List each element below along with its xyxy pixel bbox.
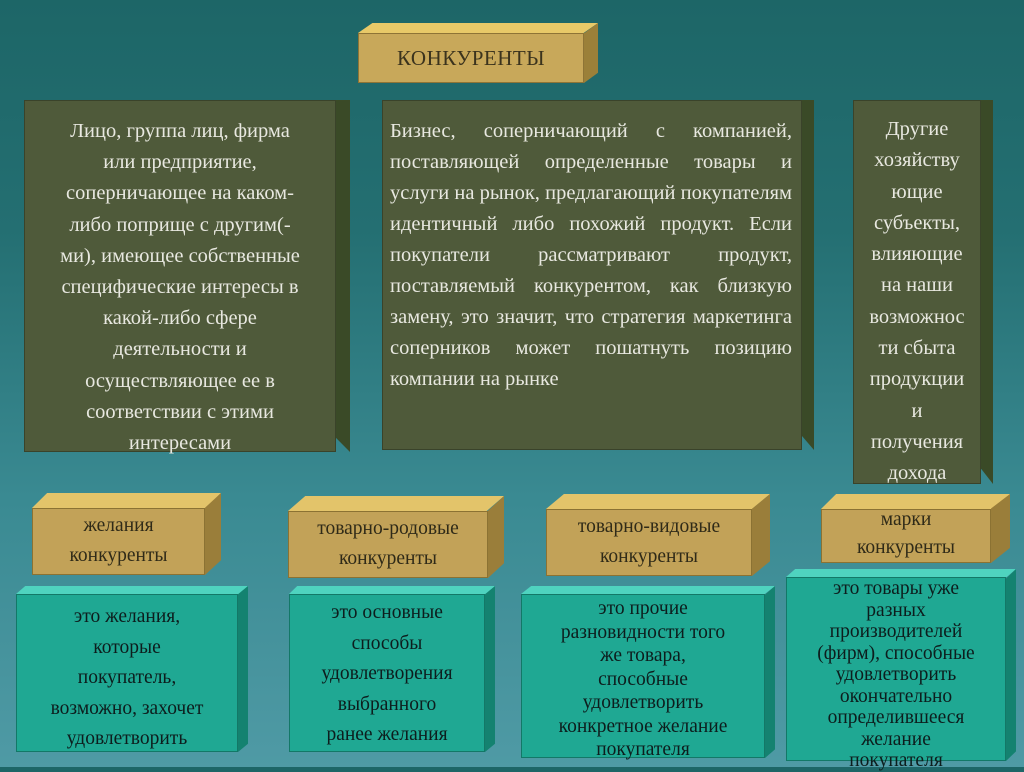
text-line: которые xyxy=(93,636,161,658)
text-line: возможно, захочет xyxy=(50,697,204,719)
description-box-top xyxy=(289,586,495,594)
diagram-title: КОНКУРЕНТЫ xyxy=(396,45,546,70)
text-line: соперничающее на каком- xyxy=(66,182,294,205)
text-line: выбранного xyxy=(337,693,437,715)
text-line: покупателя xyxy=(596,739,690,760)
definition-box-person xyxy=(24,100,350,455)
description-text xyxy=(16,602,238,755)
description-box-side xyxy=(765,586,775,758)
text-line: Другие xyxy=(885,118,949,140)
text-line: марки xyxy=(880,509,932,530)
category-label-text xyxy=(32,511,205,571)
text-line: деятельности и xyxy=(113,338,247,361)
description-box-side xyxy=(485,586,495,752)
text-line: конкуренты xyxy=(69,545,168,566)
text-line: же товара, xyxy=(600,645,686,666)
text-line: или предприятие, xyxy=(103,151,257,174)
title-block xyxy=(358,23,598,73)
text-line: ти сбыта xyxy=(878,337,956,360)
text-line: интересами xyxy=(128,432,232,455)
text-line: разных xyxy=(866,599,926,621)
category-label-desire xyxy=(32,493,221,575)
text-line: конкуренты xyxy=(338,548,438,569)
text-line: конкуренты xyxy=(856,537,956,558)
text-line: возможнос xyxy=(869,305,965,328)
text-line: конкретное желание xyxy=(558,715,728,737)
description-text xyxy=(289,598,485,751)
text-line: это товары уже xyxy=(833,578,959,599)
description-text xyxy=(786,578,1006,772)
description-text xyxy=(521,597,765,762)
description-box-generic xyxy=(289,586,495,752)
text-line: определившееся xyxy=(827,707,965,728)
text-line: это основные xyxy=(331,602,443,623)
title-block-side xyxy=(584,23,598,83)
definition-box-side xyxy=(802,100,814,450)
definition-text-person xyxy=(24,116,336,459)
description-box-side xyxy=(238,586,248,752)
text-line: дохода xyxy=(887,462,947,485)
title-block-top xyxy=(358,23,598,33)
text-line: Лицо, группа лиц, фирма xyxy=(70,120,290,142)
text-line: удовлетворить xyxy=(835,664,957,685)
text-line: желание xyxy=(861,728,931,750)
text-line: удовлетворить xyxy=(582,692,704,713)
text-line: товарно-видовые xyxy=(577,516,721,537)
text-line: удовлетворения xyxy=(321,663,453,684)
description-box-brand xyxy=(786,569,1016,771)
text-line: желания xyxy=(83,515,154,536)
text-line: (фирм), способные xyxy=(817,642,975,664)
definition-box-entities xyxy=(853,100,993,484)
text-line: продукции xyxy=(869,368,965,391)
category-label-brand xyxy=(821,494,1010,563)
text-line: соответствии с этими xyxy=(86,400,274,423)
text-line: покупателя xyxy=(849,750,943,771)
text-line: специфические интересы в xyxy=(61,276,299,299)
category-label-top xyxy=(546,494,770,509)
category-label-text xyxy=(821,506,991,562)
text-line: покупатель, xyxy=(77,667,177,688)
text-line: способы xyxy=(351,632,423,654)
text-line: это прочие xyxy=(598,598,688,619)
description-box-top xyxy=(786,569,1016,577)
text-line: товарно-родовые xyxy=(317,518,459,539)
text-line: окончательно xyxy=(839,685,953,707)
text-line: способные xyxy=(598,668,688,690)
text-line: это желания, xyxy=(73,606,181,627)
definition-text-entities xyxy=(853,114,981,490)
text-line: ми), имеющее собственные xyxy=(60,244,300,267)
text-line: ющие xyxy=(891,180,943,203)
description-box-top xyxy=(521,586,775,594)
category-label-top xyxy=(32,493,221,508)
text-line: на наши xyxy=(880,274,954,297)
description-box-side xyxy=(1006,569,1016,761)
description-box-desire xyxy=(16,586,248,752)
text-line: производителей xyxy=(829,621,963,642)
text-line: удовлетворить xyxy=(66,728,188,749)
definition-text-business: Бизнес, соперничающий с компанией, поставляющей определенные товары и услуги на рынок, предлагающий покупателям идентичный либо похожий продукт. Если покупатели рассматривают продукт, поставляемый конкурентом, как близкую замену, это значит, что стратегия маркетинга соперников может пошатнуть позицию компании на рынке xyxy=(390,120,792,390)
text-line: либо поприще с другим(- xyxy=(69,213,291,236)
category-label-top xyxy=(288,496,504,511)
text-line: влияющие xyxy=(871,243,963,266)
text-line: какой-либо сфере xyxy=(103,307,257,330)
text-line: осуществляющее ее в xyxy=(85,369,275,392)
text-line: конкуренты xyxy=(599,546,699,567)
text-line: и xyxy=(911,399,923,422)
category-label-side xyxy=(488,496,504,578)
text-line: ранее желания xyxy=(326,724,448,745)
text-line: хозяйству xyxy=(874,149,960,172)
category-label-text xyxy=(288,514,488,574)
description-box-form xyxy=(521,586,775,758)
definition-box-business xyxy=(382,100,814,450)
description-box-top xyxy=(16,586,248,594)
text-line: получения xyxy=(870,430,964,453)
text-line: разновидности того xyxy=(560,621,726,643)
category-label-form xyxy=(546,494,770,576)
category-label-generic xyxy=(288,496,504,578)
text-line: субъекты, xyxy=(874,211,960,234)
definition-box-side xyxy=(336,100,350,452)
category-label-text xyxy=(546,512,752,572)
definition-box-side xyxy=(981,100,993,484)
